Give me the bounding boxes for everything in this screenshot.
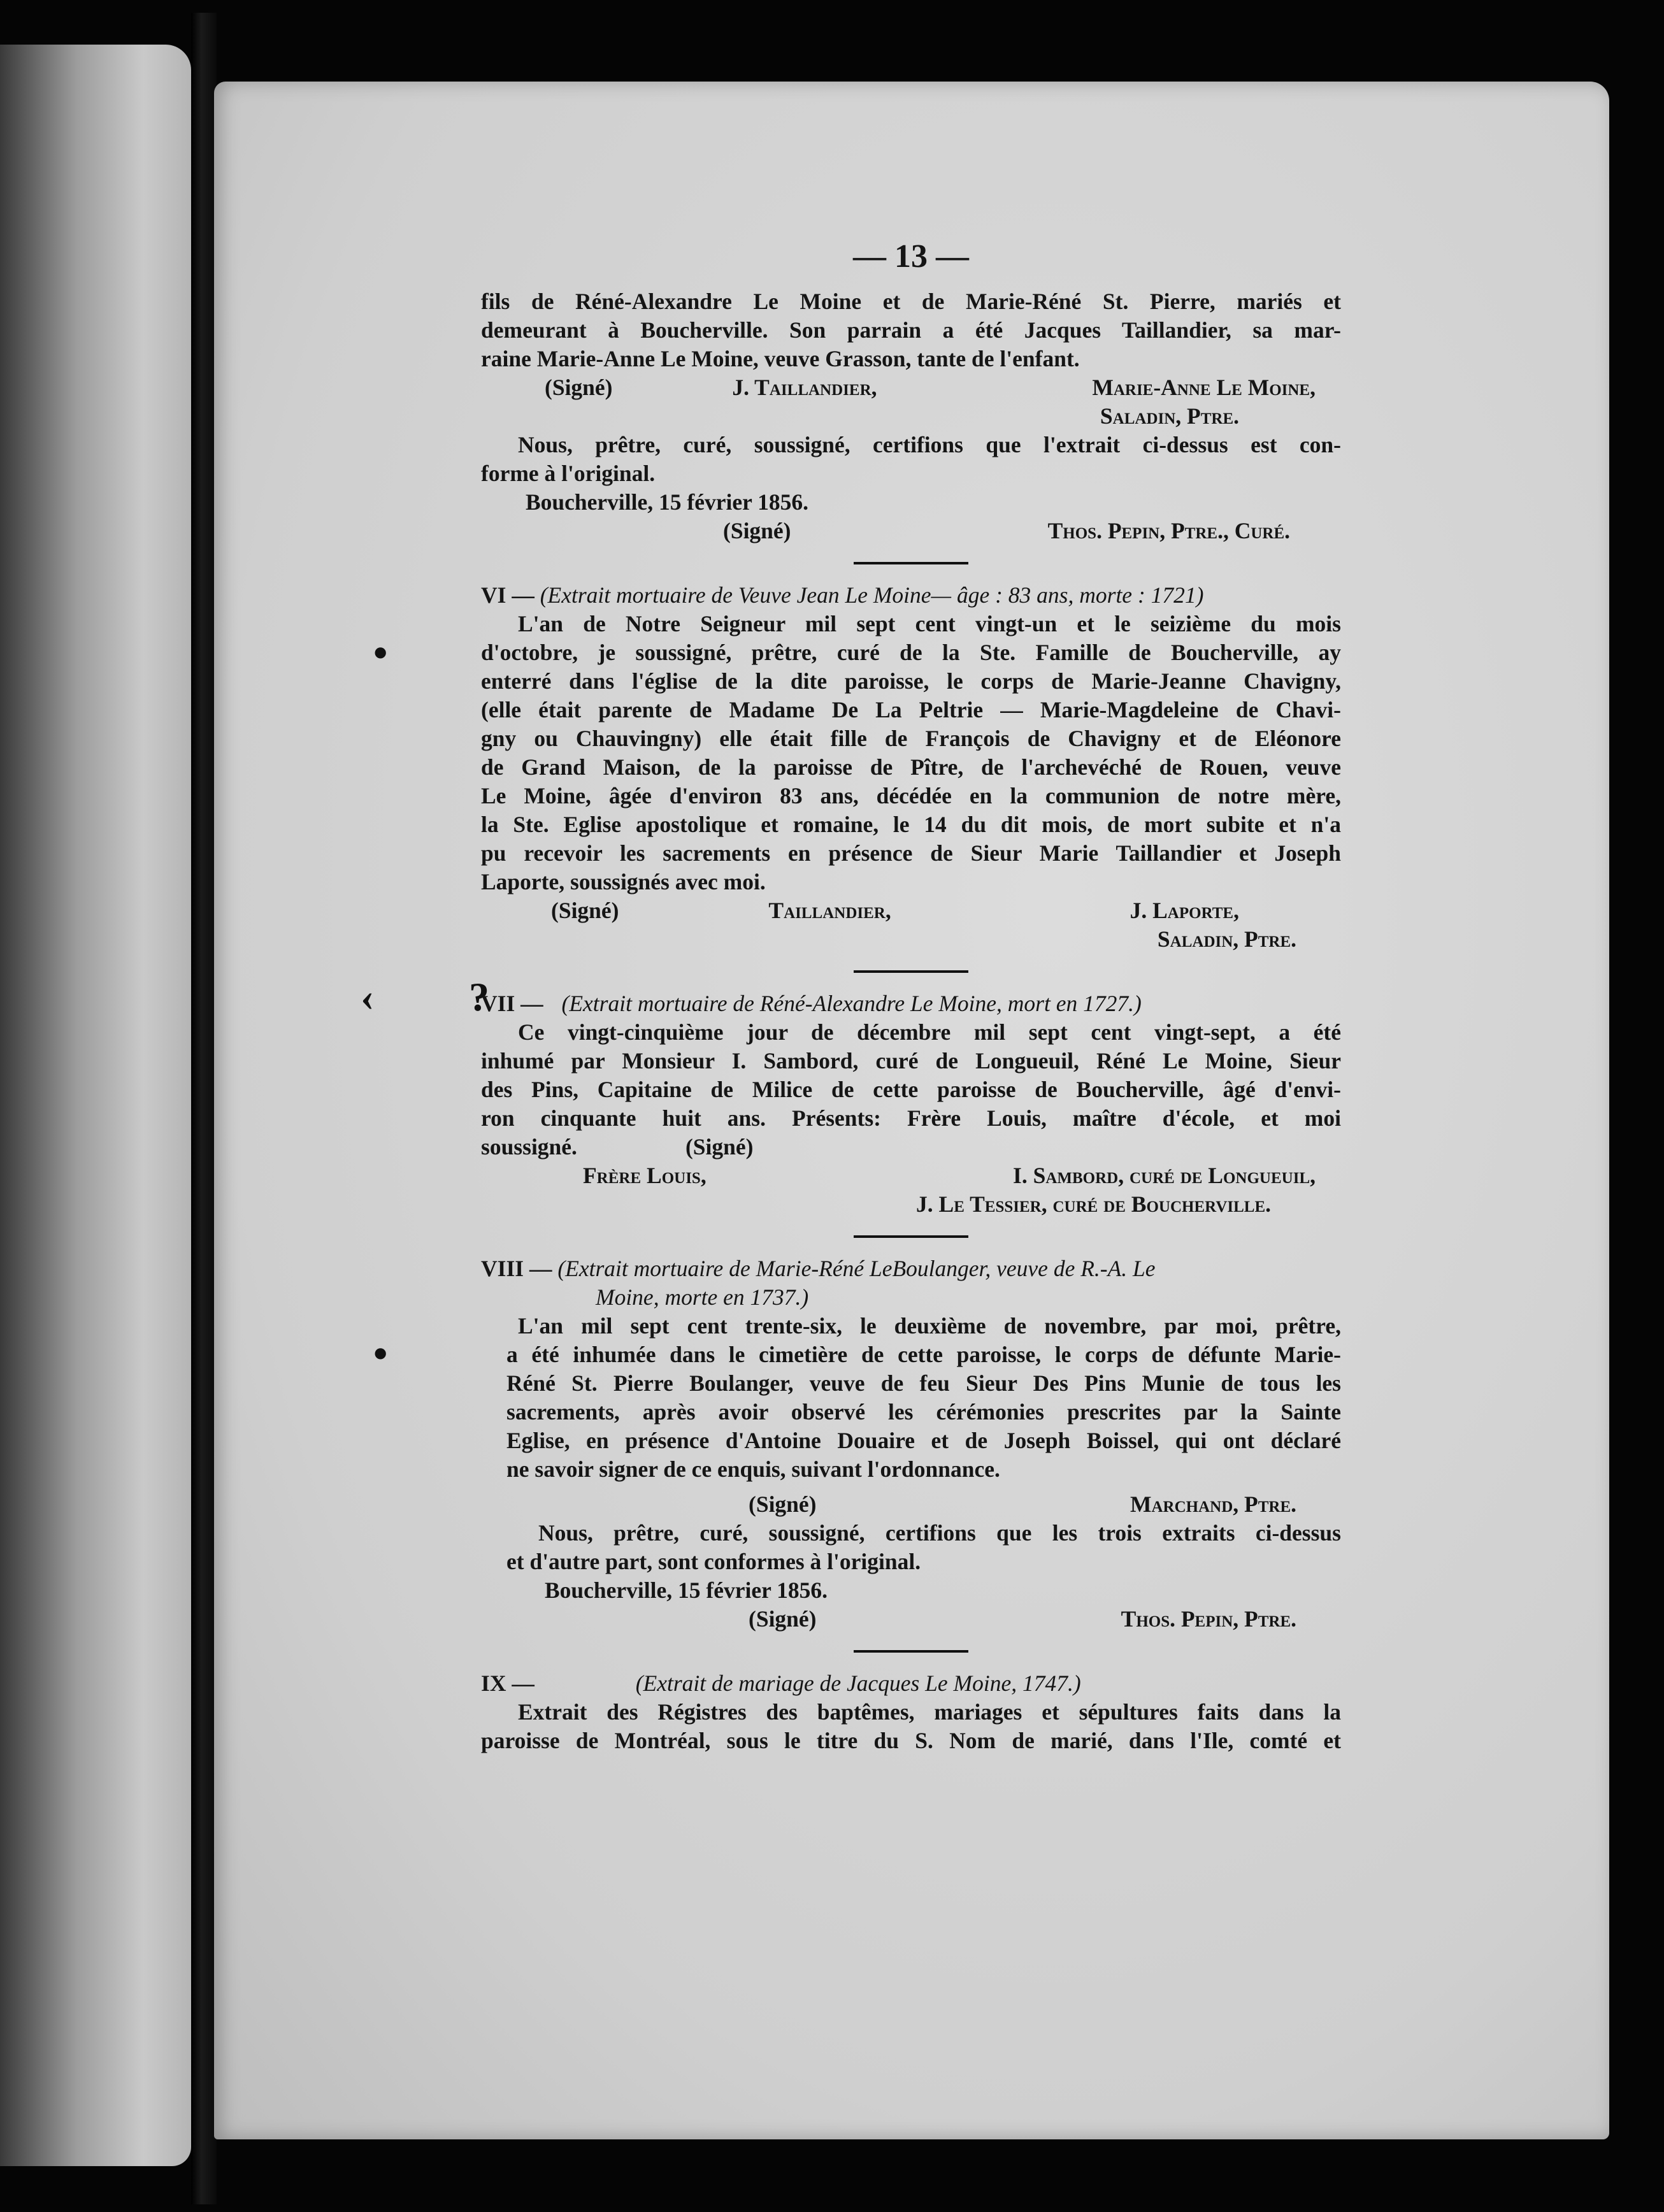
text-line: Extrait des Régistres des baptêmes, mariages et sépultures faits dans la	[518, 1699, 1341, 1725]
signature: I. Sambord, curé de Longueuil,	[1013, 1163, 1316, 1188]
section-heading	[481, 989, 1341, 1018]
section-number: VI —	[481, 582, 534, 608]
signature: Saladin, Ptre.	[1157, 926, 1296, 952]
section-title: (Extrait de mariage de Jacques Le Moine, 1747.)	[635, 1670, 1081, 1696]
signature-row	[481, 1161, 1341, 1190]
text-line: Le Moine, âgée d'environ 83 ans, décédée en la communion de notre mère,	[481, 783, 1341, 808]
page-text	[481, 238, 1341, 1755]
text-line: L'an de Notre Seigneur mil sept cent vingt-un et le seizième du mois	[518, 611, 1341, 636]
signe-label: (Signé)	[723, 518, 791, 543]
text-line: Eglise, en présence d'Antoine Douaire et de Joseph Boissel, qui ont déclaré	[506, 1428, 1341, 1453]
section-title: Moine, morte en 1737.)	[596, 1284, 809, 1310]
signe-label: (Signé)	[749, 1606, 817, 1632]
text-line: Nous, prêtre, curé, soussigné, certifions que les trois extraits ci-dessus	[538, 1520, 1341, 1546]
signature-row	[481, 925, 1341, 954]
signe-label: (Signé)	[749, 1491, 817, 1517]
section-number: VIII —	[481, 1256, 552, 1281]
text-line: sacrements, après avoir observé les cérémonies prescrites par la Sainte	[506, 1399, 1341, 1425]
text-line: inhumé par Monsieur I. Sambord, curé de Longueuil, Réné Le Moine, Sieur	[481, 1048, 1341, 1074]
section-title: (Extrait mortuaire de Veuve Jean Le Moine— âge : 83 ans, morte : 1721)	[540, 582, 1204, 608]
section-title: (Extrait mortuaire de Réné-Alexandre Le Moine, mort en 1727.)	[561, 991, 1142, 1016]
book-binding	[191, 13, 217, 2204]
section-title: (Extrait mortuaire de Marie-Réné LeBoulanger, veuve de R.-A. Le	[557, 1256, 1156, 1281]
text-line: Ce vingt-cinquième jour de décembre mil sept cent vingt-sept, a été	[518, 1019, 1341, 1045]
signature: Frère Louis,	[583, 1163, 706, 1188]
section-heading	[481, 1669, 1341, 1698]
text-line: enterré dans l'église de la dite paroisse, le corps de Marie-Jeanne Chavigny,	[481, 668, 1341, 694]
text-line: et d'autre part, sont conformes à l'original.	[506, 1549, 921, 1574]
text-line: a été inhumée dans le cimetière de cette paroisse, le corps de défunte Marie-	[506, 1342, 1341, 1367]
margin-mark: •	[373, 630, 388, 675]
signature: Thos. Pepin, Ptre.	[1121, 1606, 1296, 1632]
section-heading	[481, 1254, 1341, 1283]
signature: Thos. Pepin, Ptre., Curé.	[1047, 518, 1290, 543]
place-date: Boucherville, 15 février 1856.	[526, 489, 808, 515]
signature: Marchand, Ptre.	[1130, 1491, 1296, 1517]
signature: J. Laporte,	[1130, 898, 1239, 923]
signature-row	[481, 1190, 1341, 1219]
text-line: des Pins, Capitaine de Milice de cette paroisse de Boucherville, âgé d'envi-	[481, 1077, 1341, 1102]
text-line: de Grand Maison, de la paroisse de Pître, de l'archevéché de Rouen, veuve	[481, 754, 1341, 780]
margin-mark: ‹	[361, 974, 375, 1019]
signe-label: (Signé)	[551, 898, 619, 923]
section-divider	[854, 1235, 968, 1238]
signature-row	[481, 1133, 1341, 1161]
text-line: Laporte, soussignés avec moi.	[481, 869, 766, 894]
text-line: forme à l'original.	[481, 461, 656, 486]
text-line: d'octobre, je soussigné, prêtre, curé de la Ste. Famille de Boucherville, ay	[481, 640, 1341, 665]
page-number: — 13 —	[853, 238, 969, 275]
section-divider	[854, 562, 968, 564]
text-line: (elle était parente de Madame De La Peltrie — Marie-Magdeleine de Chavi-	[481, 697, 1341, 722]
signature-row	[481, 1490, 1341, 1519]
section-heading-cont	[481, 1283, 1341, 1312]
signature-row	[481, 373, 1341, 402]
text-line: pu recevoir les sacrements en présence de Sieur Marie Taillandier et Joseph	[481, 840, 1341, 866]
signature-row	[481, 402, 1341, 431]
signature-row	[481, 1605, 1341, 1634]
signature-row	[481, 896, 1341, 925]
signe-label: (Signé)	[685, 1134, 754, 1160]
text-line: L'an mil sept cent trente-six, le deuxième de novembre, par moi, prêtre,	[518, 1313, 1341, 1339]
signature: J. Taillandier,	[732, 375, 877, 400]
text-line: ron cinquante huit ans. Présents: Frère Louis, maître d'école, et moi	[481, 1105, 1341, 1131]
text-line: gny ou Chauvingny) elle était fille de François de Chavigny et de Eléonore	[481, 726, 1341, 751]
text-line: Réné St. Pierre Boulanger, veuve de feu Sieur Des Pins Munie de tous les	[506, 1370, 1341, 1396]
signe-label: (Signé)	[545, 375, 613, 400]
text-line: Nous, prêtre, curé, soussigné, certifions que l'extrait ci-dessus est con-	[518, 432, 1341, 457]
margin-mark: ?	[469, 974, 489, 1019]
signature: J. Le Tessier, curé de Boucherville.	[916, 1191, 1271, 1217]
left-page-edge	[0, 45, 191, 2166]
text-line: la Ste. Eglise apostolique et romaine, le 14 du dit mois, de mort subite et n'a	[481, 812, 1341, 837]
text-line: ne savoir signer de ce enquis, suivant l'ordonnance.	[506, 1456, 1000, 1482]
text-line: paroisse de Montréal, sous le titre du S. Nom de marié, dans l'Ile, comté et	[481, 1728, 1341, 1753]
section-heading	[481, 581, 1341, 610]
section-number: VII —	[481, 991, 543, 1016]
section-divider	[854, 970, 968, 973]
text-line: fils de Réné-Alexandre Le Moine et de Marie-Réné St. Pierre, mariés et	[481, 289, 1341, 314]
text-line: raine Marie-Anne Le Moine, veuve Grasson, tante de l'enfant.	[481, 346, 1080, 371]
section-number: IX —	[481, 1670, 534, 1696]
margin-mark: •	[373, 1331, 388, 1376]
text-line: demeurant à Boucherville. Son parrain a été Jacques Taillandier, sa mar-	[481, 317, 1341, 343]
signature: Taillandier,	[768, 898, 891, 923]
place-date: Boucherville, 15 février 1856.	[545, 1577, 828, 1603]
text-line: soussigné.	[481, 1134, 577, 1160]
signature: Saladin, Ptre.	[1100, 403, 1239, 429]
signature: Marie-Anne Le Moine,	[1092, 375, 1316, 400]
signature-row	[481, 517, 1341, 545]
section-divider	[854, 1650, 968, 1653]
